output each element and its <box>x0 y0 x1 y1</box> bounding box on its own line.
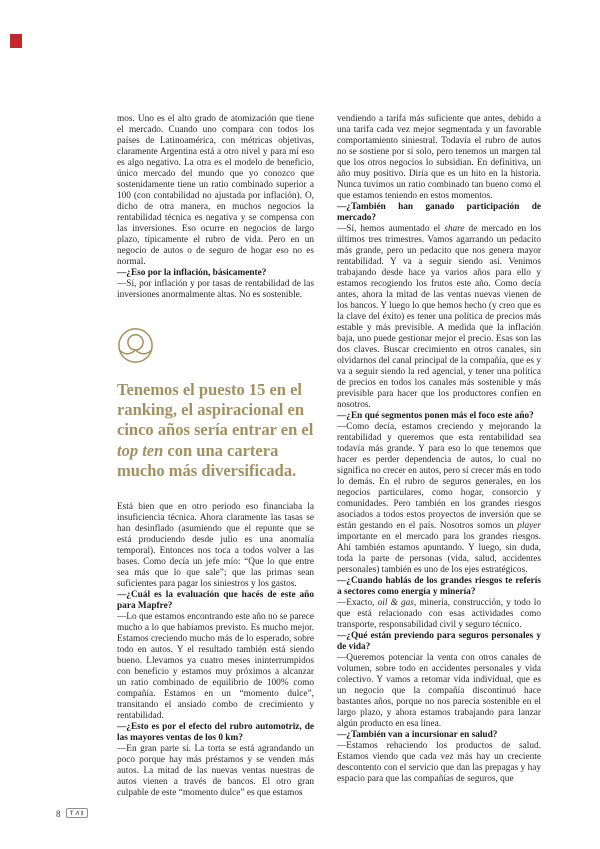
interview-question <box>337 730 541 741</box>
interview-answer <box>117 612 314 722</box>
text-segment: —Estamos rehaciendo los productos de salud. Estamos viendo que cada vez más hay un creciente descontento con el servicio que dan las prepagas y hay espacio para que las compañías de seguros, que <box>337 741 541 784</box>
text-segment: —Como decía, estamos creciendo y mejorando la rentabilidad y queremos que esta rentabilidad sea todavía más grande. Y para eso lo que tenemos que hacer es perder dependencia de autos, lo cual no significa no crecer en autos, pero sí crecer más en todo lo demás. En el rubro de seguros generales, en los negocios particulares, como hogar, consorcio y comunidades. Pero también en los grandes riesgos asociados a todos estos proyectos de inversión que se están gestando en el país. Nosotros somos un <box>337 422 541 531</box>
text-segment: —En gran parte sí. La torta se está agrandando un poco porque hay más préstamos y se venden más autos. La mitad de las nuevas ventas nuestras de autos vienen a través de bancos. El otro gran culpable de este “momento dulce” es que estamos <box>117 744 314 799</box>
interview-question <box>117 722 314 744</box>
text-segment: —¿Eso por la inflación, básicamente? <box>117 268 267 278</box>
italic-text-segment: oil & gas <box>377 598 414 608</box>
text-segment: —Sí, hemos aumentado el <box>337 224 445 234</box>
magazine-logo-icon <box>66 805 88 823</box>
interview-question <box>337 631 541 653</box>
text-segment: Está bien que en otro periodo eso financiaba la insuficiencia técnica. Ahora claramente las tasas se han desinflado (asumiendo que el repunte que se está produciendo desde julio es una anomalía temporal). Entonces nos toca a todos volver a las bases. Como decía un jefe mío: “Que lo que entre sea más que lo que sale”; que las primas sean suficientes para pagar los siniestros y los gastos. <box>117 502 314 590</box>
interview-question <box>337 202 541 224</box>
interview-question <box>337 411 541 422</box>
interview-question <box>117 590 314 612</box>
body-paragraph <box>337 114 541 202</box>
interview-question <box>117 268 314 279</box>
text-segment: —¿También van a incursionar en salud? <box>337 730 498 740</box>
article-left-column <box>117 114 314 799</box>
interview-answer <box>117 744 314 799</box>
text-segment: —¿Qué están previendo para seguros personales y de vida? <box>337 631 541 652</box>
page-corner-red-tab <box>10 34 22 48</box>
article-right-column <box>337 114 541 785</box>
page-footer <box>56 805 88 823</box>
text-segment: —¿Cuando hablás de los grandes riesgos te referís a sectores como energía y minería? <box>337 576 541 597</box>
italic-text-segment: share <box>444 224 465 234</box>
interview-answer <box>337 598 541 631</box>
interview-question <box>337 576 541 598</box>
text-segment: —¿Esto es por el efecto del rubro automotriz, de las mayores ventas de los 0 km? <box>117 722 314 744</box>
text-segment: Tenemos el puesto 15 en el ranking, el aspiracional en cinco años sería entrar en el <box>117 380 314 440</box>
text-segment: de mercado en los últimos tres trimestres. Vamos agarrando un pedacito más grande, pero un pedacito que nos genera mayor rentabilidad. Y va a seguir siendo así. Venimos trabajando desde hace ya varios años para ello y estamos recogiendo los frutos este año. Como decía antes, ahora la mitad de las ventas nuevas vienen de los bancos. Y luego lo que hemos hecho (y creo que es la clave del éxito) es tener una política de precios más estable y más previsible. A medida que la inflación baja, uno puede gestionar mejor el precio. Esas son las dos claves. Buscar crecimiento en otros canales, sin olvidarnos del canal principal de la compañía, que es y va a seguir siendo la red agencial, y tener una política de precios en todos los canales más sostenible y más previsible para hacer que los productores confíen en nosotros. <box>337 224 541 410</box>
text-segment: —Lo que estamos encontrando este año no se parece mucho a lo que habíamos previsto. Es mucho mejor. Estamos creciendo mucho más de lo esperado, sobre todo en autos. Y el resultado también está siendo bueno. Llevamos ya cuatro meses ininterrumpidos con beneficio y estamos muy próximos a alcanzar un ratio combinado de equilibrio de 100% como compañía. Estamos en un “momento dulce”, transitando el ansiado combo de crecimiento y rentabilidad. <box>117 612 314 722</box>
text-segment: mos. Uno es el alto grado de atomización que tiene el mercado. Cuando uno compara con todos los países de Latinoamérica, con métricas objetivas, claramente Argentina está a otro nivel y para mí eso es algo negativo. La otra es el modelo de beneficio, único mercado del mundo que yo conozco que sostenidamente tiene un ratio combinado superior a 100 (con contabilidad no ajustada por inflación). O, dicho de otra manera, en muchos negocios la rentabilidad técnica es negativa y se compensa con las inversiones. Eso ocurre en negocios de largo plazo, típicamente el rubro de vida. Pero en un negocio de autos o de seguro de hogar eso no es normal. <box>117 114 314 267</box>
text-segment: —¿Cuál es la evaluación que hacés de este año para Mapfre? <box>117 590 314 612</box>
text-segment: —¿También han ganado participación de mercado? <box>337 202 541 223</box>
italic-text-segment: player <box>517 521 541 531</box>
text-segment: , minería, construcción, y todo lo que está relacionado con esas actividades como transporte, responsabilidad civil y seguro técnico. <box>337 598 542 630</box>
interview-answer <box>337 741 541 785</box>
body-paragraph <box>117 502 314 590</box>
text-segment: importante en el mercado para los grandes riesgos. Ahí también estamos apuntando. Y luego, sin duda, toda la parte de personas (vida, salud, accidentes personales) también es uno de los ejes estratégicos. <box>337 532 541 575</box>
text-segment: con una cartera mucho más diversificada. <box>117 440 297 480</box>
page-number: 8 <box>56 809 61 819</box>
text-segment: —Queremos potenciar la venta con otros canales de volumen, sobre todo en accidentes personales y vida colectivo. Y vamos a retomar vida individual, que es un negocio que la compañía discontinuó hace bastantes años, porque no nos parecía sostenible en el largo plazo, y ahora estamos trabajando para lanzar algún producto en esa línea. <box>337 653 541 729</box>
interview-answer <box>337 224 541 411</box>
interview-answer <box>117 279 314 301</box>
text-segment: —¿En qué segmentos ponen más el foco este año? <box>337 411 534 421</box>
italic-text-segment: top ten <box>117 440 164 460</box>
text-segment: vendiendo a tarifa más suficiente que antes, debido a una tarifa cada vez mejor segmentada y un favorable comportamiento siniestral. Todavía el rubro de autos no se sostiene por sí solo, pero tenemos un margen tal que los otros negocios lo subsidian. En definitiva, un año muy positivo. Diría que es un hito en la historia. Nunca tuvimos un ratio combinado tan bueno como el que estamos teniendo en estos momentos. <box>337 114 541 201</box>
pull-quote <box>117 380 314 481</box>
interview-answer <box>337 653 541 730</box>
text-segment: —Exacto, <box>337 598 378 608</box>
body-paragraph <box>117 114 314 268</box>
text-segment: —Sí, por inflación y por tasas de rentabilidad de las inversiones anormalmente altas. No es sostenible. <box>117 279 314 300</box>
interview-answer <box>337 422 541 576</box>
quote-circle-icon <box>117 327 314 364</box>
